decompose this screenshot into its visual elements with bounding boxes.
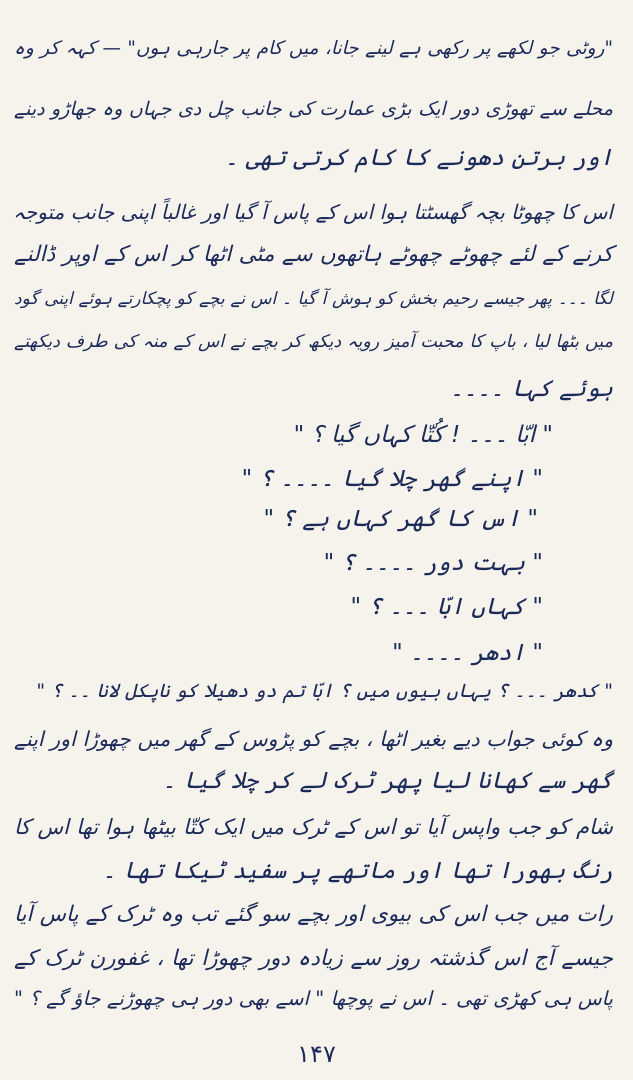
text-line-1: "روٹی جو لکھے پر رکھی ہے لینے جانا، میں کام پر جارہی ہوں" — کہہ کر وہ xyxy=(14,38,613,59)
text-line-9: وہ کوئی جواب دیے بغیر اٹھا ، بچے کو پڑوس کے گھر میں چھوڑا اور اپنے xyxy=(14,727,613,751)
text-line-11: شام کو جب واپس آیا تو اس کے ٹرک میں ایک کتّا بیٹھا ہوا تھا اس کا xyxy=(14,815,613,839)
dialog-line-7: " کدھر ۔۔۔ ؟ یہاں بیوں میں ؟ ابّا تم دو دھیلا کو ناپکل لانا ۔۔ ؟ " xyxy=(36,680,613,702)
dialog-line-5: " کہاں ابّا ۔۔۔ ؟ " xyxy=(350,594,543,620)
text-line-7: میں بٹھا لیا ، باپ کا محبت آمیز رویہ دیکھ کر بچے نے اس کے منہ کی طرف دیکھتے xyxy=(14,332,613,352)
text-line-5: کرنے کے لئے چھوٹے چھوٹے ہاتھوں سے مٹی اٹھا کر اس کے اوپر ڈالنے xyxy=(14,242,613,267)
page-number: ۱۴۷ xyxy=(297,1040,336,1068)
dialog-line-6: " ادھر ۔۔۔۔ " xyxy=(392,640,543,666)
dialog-line-4: " بہت دور ۔۔۔۔ ؟ " xyxy=(323,550,543,576)
text-line-13: رات میں جب اس کی بیوی اور بچے سو گئے تب وہ ٹرک کے پاس آیا xyxy=(14,902,613,927)
dialog-line-2: " اپنے گھر چلا گیا ۔۔۔۔ ؟ " xyxy=(241,466,543,492)
text-line-8: ہوئے کہا ۔۔۔۔ xyxy=(450,376,613,402)
text-line-2: محلے سے تھوڑی دور ایک بڑی عمارت کی جانب چل دی جہاں وہ جھاڑو دینے xyxy=(14,98,613,120)
text-line-15: پاس ہی کھڑی تھی ۔ اس نے پوچھا " اسے بھی دور ہی چھوڑنے جاؤ گے ؟ " xyxy=(14,987,613,1010)
text-line-12: رنگ بھورا تھا اور ماتھے پر سفید ٹیکا تھا ۔ xyxy=(102,858,613,884)
text-line-6: لگا ۔۔۔ پھر جیسے رحیم بخش کو ہوش آ گیا ۔ اس نے بچے کو پچکارتے ہوئے اپنی گود xyxy=(14,289,613,309)
text-line-4: اس کا چھوٹا بچہ گھسٹتا ہوا اس کے پاس آ گیا اور غالباً اپنی جانب متوجہ xyxy=(13,200,613,224)
text-line-14: جیسے آج اس گذشتہ روز سے زیادہ دور چھوڑا تھا ، غفورن ٹرک کے xyxy=(14,946,613,971)
dialog-line-3: " اس کا گھر کہاں ہے ؟ " xyxy=(263,506,538,532)
text-line-3: اور برتن دھونے کا کام کرتی تھی ۔ xyxy=(224,145,613,171)
dialog-line-1: " ابّا ۔۔۔ ! کُتّا کہاں گیا ؟ " xyxy=(293,422,553,448)
text-line-10: گھر سے کھانا لیا پھر ٹرک لے کر چلا گیا ۔ xyxy=(162,768,613,794)
